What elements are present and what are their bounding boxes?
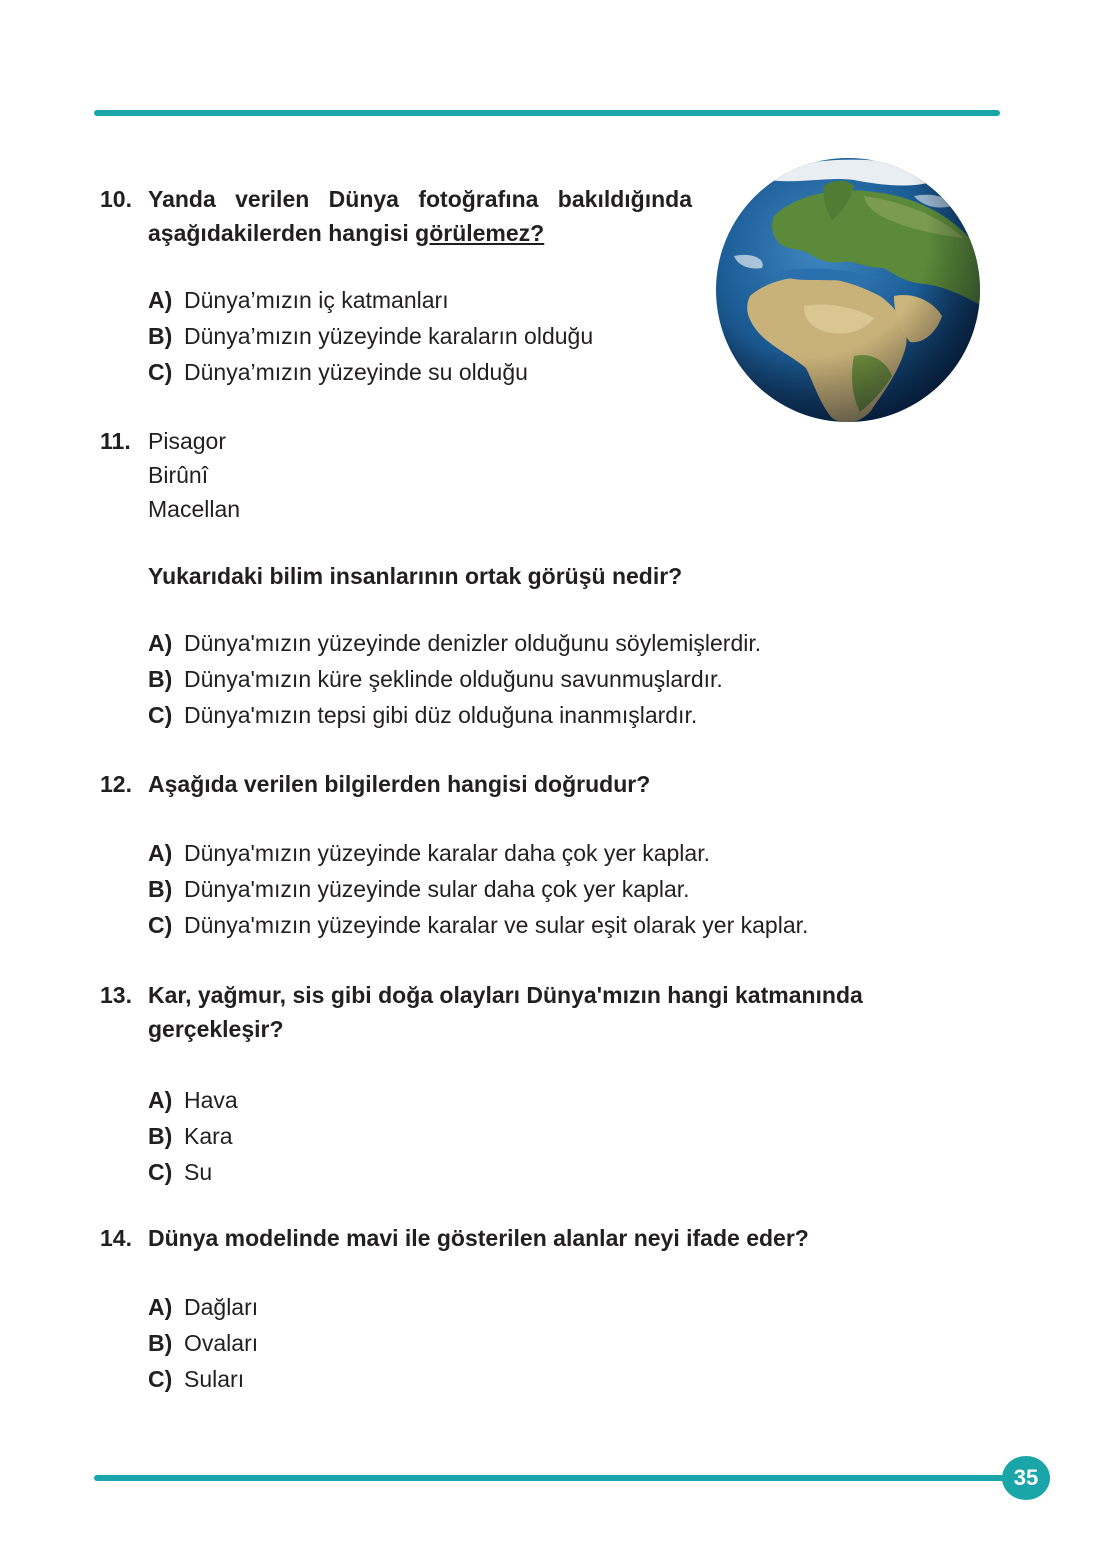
question-number: 10. — [100, 186, 132, 212]
option-b[interactable]: B) Ovaları — [148, 1330, 259, 1356]
option-c[interactable]: C) Dünya’mızın yüzeyinde su olduğu — [148, 359, 528, 385]
option-list — [148, 1289, 960, 1397]
question-text-line2: gerçekleşir? — [148, 1016, 284, 1042]
option-a[interactable]: A) Dünya'mızın yüzeyinde denizler olduğunu söylemişlerdir. — [148, 630, 762, 656]
question-text: Aşağıda verilen bilgilerden hangisi doğrudur? — [148, 771, 651, 797]
question-number: 11. — [100, 428, 131, 454]
option-list — [148, 1082, 960, 1190]
question-11 — [100, 424, 960, 733]
bottom-divider — [94, 1475, 1012, 1481]
question-number: 12. — [100, 771, 132, 797]
option-b[interactable]: B) Kara — [148, 1123, 233, 1149]
option-c[interactable]: C) Dünya'mızın yüzeyinde karalar ve sular eşit olarak yer kaplar. — [148, 912, 809, 938]
question-13 — [100, 978, 960, 1190]
scientist-name: Pisagor — [148, 428, 226, 454]
question-text-line1: Kar, yağmur, sis gibi doğa olayları Dünya'mızın hangi katmanında — [148, 982, 863, 1008]
question-text-line2: aşağıdakilerden hangisi görülemez? — [148, 220, 545, 246]
option-c[interactable]: C) Dünya'mızın tepsi gibi düz olduğuna inanmışlardır. — [148, 702, 698, 728]
question-number: 14. — [100, 1225, 132, 1251]
question-12 — [100, 767, 960, 943]
question-text: Dünya modelinde mavi ile gösterilen alanlar neyi ifade eder? — [148, 1225, 809, 1251]
top-divider — [94, 110, 1000, 116]
question-14 — [100, 1221, 960, 1397]
option-b[interactable]: B) Dünya'mızın küre şeklinde olduğunu savunmuşlardır. — [148, 666, 723, 692]
option-list — [148, 282, 692, 390]
scientist-list — [148, 424, 960, 526]
option-a[interactable]: A) Dağları — [148, 1294, 259, 1320]
option-c[interactable]: C) Su — [148, 1159, 213, 1185]
option-a[interactable]: A) Hava — [148, 1087, 238, 1113]
option-a[interactable]: A) Dünya’mızın iç katmanları — [148, 287, 449, 313]
scientist-name: Macellan — [148, 496, 241, 522]
option-c[interactable]: C) Suları — [148, 1366, 245, 1392]
page-number-badge: 35 — [1002, 1456, 1050, 1500]
question-number: 13. — [100, 982, 132, 1008]
option-a[interactable]: A) Dünya'mızın yüzeyinde karalar daha çok yer kaplar. — [148, 840, 710, 866]
option-b[interactable]: B) Dünya'mızın yüzeyinde sular daha çok yer kaplar. — [148, 876, 690, 902]
earth-globe-image — [714, 156, 982, 424]
question-text-line1: Yanda verilen Dünya fotoğrafına bakıldığında — [148, 186, 692, 212]
question-text: Yukarıdaki bilim insanlarının ortak görüşü nedir? — [148, 563, 683, 589]
question-10 — [100, 182, 692, 390]
option-list — [148, 835, 960, 943]
option-b[interactable]: B) Dünya’mızın yüzeyinde karaların olduğu — [148, 323, 594, 349]
emphasis-underlined: görülemez? — [415, 220, 545, 246]
scientist-name: Birûnî — [148, 462, 209, 488]
option-list — [148, 625, 960, 733]
